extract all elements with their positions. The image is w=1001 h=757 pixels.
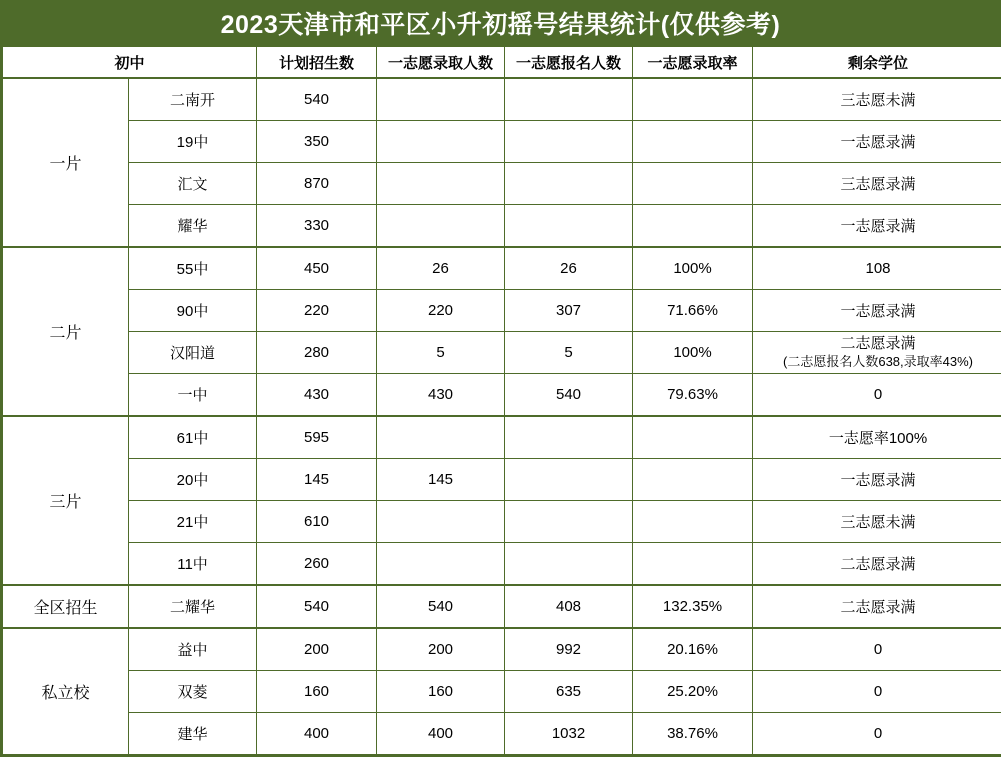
column-header-remaining: 剩余学位 (753, 47, 1001, 79)
cell-plan: 430 (257, 374, 377, 417)
cell-applied: 5 (505, 332, 633, 374)
cell-remaining: 三志愿未满 (753, 78, 1001, 121)
cell-remaining: 0 (753, 628, 1001, 671)
cell-admitted: 220 (377, 290, 505, 332)
cell-plan: 145 (257, 459, 377, 501)
cell-plan: 330 (257, 205, 377, 248)
table-row (3, 501, 1001, 543)
cell-remaining: 二志愿录满 (753, 543, 1001, 586)
cell-admitted: 200 (377, 628, 505, 671)
cell-rate: 100% (633, 247, 753, 290)
cell-applied: 408 (505, 585, 633, 628)
cell-school: 90中 (129, 290, 257, 332)
column-header-admitted: 一志愿录取人数 (377, 47, 505, 79)
cell-plan: 450 (257, 247, 377, 290)
cell-plan: 595 (257, 416, 377, 459)
cell-rate: 71.66% (633, 290, 753, 332)
cell-admitted (377, 501, 505, 543)
cell-rate: 100% (633, 332, 753, 374)
column-header-plan: 计划招生数 (257, 47, 377, 79)
cell-applied (505, 543, 633, 586)
cell-rate (633, 416, 753, 459)
table-row (3, 121, 1001, 163)
table-row (3, 543, 1001, 586)
cell-applied (505, 205, 633, 248)
cell-school: 一中 (129, 374, 257, 417)
cell-applied (505, 121, 633, 163)
cell-rate: 79.63% (633, 374, 753, 417)
cell-plan: 540 (257, 78, 377, 121)
table-row (3, 205, 1001, 248)
cell-school: 55中 (129, 247, 257, 290)
table-row (3, 713, 1001, 755)
cell-applied (505, 416, 633, 459)
cell-remaining: 三志愿未满 (753, 501, 1001, 543)
cell-rate (633, 163, 753, 205)
header-row (3, 47, 1001, 79)
cell-admitted (377, 121, 505, 163)
cell-admitted: 5 (377, 332, 505, 374)
cell-admitted (377, 416, 505, 459)
group-label-2: 二片 (3, 247, 129, 416)
cell-school: 21中 (129, 501, 257, 543)
column-header-applied: 一志愿报名人数 (505, 47, 633, 79)
cell-remaining: 一志愿录满 (753, 121, 1001, 163)
table-row (3, 416, 1001, 459)
cell-school: 耀华 (129, 205, 257, 248)
page-title-text: 2023天津市和平区小升初摇号结果统计(仅供参考) (221, 5, 781, 41)
cell-admitted (377, 205, 505, 248)
cell-remaining: 0 (753, 713, 1001, 755)
cell-remaining: 一志愿录满 (753, 290, 1001, 332)
table-body (3, 78, 1001, 755)
group-label-3: 三片 (3, 416, 129, 585)
cell-school: 益中 (129, 628, 257, 671)
cell-remaining: 二志愿录满 (753, 585, 1001, 628)
cell-school: 汇文 (129, 163, 257, 205)
column-header-school: 初中 (3, 47, 257, 79)
cell-plan: 350 (257, 121, 377, 163)
cell-remaining-note: (二志愿报名人数638,录取率43%) (755, 354, 1001, 370)
cell-plan: 280 (257, 332, 377, 374)
cell-admitted (377, 78, 505, 121)
cell-applied: 1032 (505, 713, 633, 755)
cell-applied: 635 (505, 671, 633, 713)
table-header (3, 47, 1001, 79)
table-row (3, 459, 1001, 501)
cell-rate: 132.35% (633, 585, 753, 628)
results-table (2, 46, 1001, 755)
cell-school: 20中 (129, 459, 257, 501)
cell-admitted: 26 (377, 247, 505, 290)
cell-admitted: 430 (377, 374, 505, 417)
table-wrapper (0, 46, 1001, 757)
table-row (3, 247, 1001, 290)
group-label-1: 一片 (3, 78, 129, 247)
cell-remaining (753, 332, 1001, 374)
cell-school: 61中 (129, 416, 257, 459)
cell-remaining: 一志愿录满 (753, 459, 1001, 501)
cell-remaining: 0 (753, 671, 1001, 713)
column-header-rate: 一志愿录取率 (633, 47, 753, 79)
cell-plan: 200 (257, 628, 377, 671)
cell-school: 二耀华 (129, 585, 257, 628)
table-row (3, 290, 1001, 332)
cell-rate (633, 543, 753, 586)
cell-school: 11中 (129, 543, 257, 586)
cell-admitted: 145 (377, 459, 505, 501)
cell-plan: 400 (257, 713, 377, 755)
cell-remaining: 一志愿录满 (753, 205, 1001, 248)
cell-remaining: 三志愿录满 (753, 163, 1001, 205)
cell-remaining: 0 (753, 374, 1001, 417)
group-label-5: 私立校 (3, 628, 129, 755)
cell-school: 汉阳道 (129, 332, 257, 374)
cell-applied: 540 (505, 374, 633, 417)
cell-applied (505, 78, 633, 121)
cell-plan: 540 (257, 585, 377, 628)
cell-plan: 610 (257, 501, 377, 543)
table-row (3, 585, 1001, 628)
cell-rate (633, 459, 753, 501)
table-row (3, 163, 1001, 205)
cell-applied (505, 459, 633, 501)
group-label-4: 全区招生 (3, 585, 129, 628)
cell-applied: 26 (505, 247, 633, 290)
cell-school: 19中 (129, 121, 257, 163)
cell-applied (505, 501, 633, 543)
table-row (3, 628, 1001, 671)
cell-rate: 25.20% (633, 671, 753, 713)
page-title (0, 0, 1001, 46)
table-row (3, 78, 1001, 121)
cell-admitted (377, 163, 505, 205)
cell-remaining-main: 二志愿录满 (841, 335, 916, 352)
cell-applied: 992 (505, 628, 633, 671)
table-row (3, 374, 1001, 417)
table-row (3, 332, 1001, 374)
cell-plan: 160 (257, 671, 377, 713)
cell-applied: 307 (505, 290, 633, 332)
table-row (3, 671, 1001, 713)
cell-applied (505, 163, 633, 205)
cell-school: 双菱 (129, 671, 257, 713)
cell-admitted: 400 (377, 713, 505, 755)
cell-school: 二南开 (129, 78, 257, 121)
cell-admitted (377, 543, 505, 586)
cell-remaining: 一志愿率100% (753, 416, 1001, 459)
cell-admitted: 160 (377, 671, 505, 713)
cell-rate (633, 121, 753, 163)
cell-rate: 20.16% (633, 628, 753, 671)
cell-rate (633, 78, 753, 121)
cell-plan: 260 (257, 543, 377, 586)
cell-rate (633, 205, 753, 248)
cell-rate: 38.76% (633, 713, 753, 755)
cell-rate (633, 501, 753, 543)
cell-plan: 220 (257, 290, 377, 332)
cell-admitted: 540 (377, 585, 505, 628)
cell-plan: 870 (257, 163, 377, 205)
cell-school: 建华 (129, 713, 257, 755)
cell-remaining: 108 (753, 247, 1001, 290)
